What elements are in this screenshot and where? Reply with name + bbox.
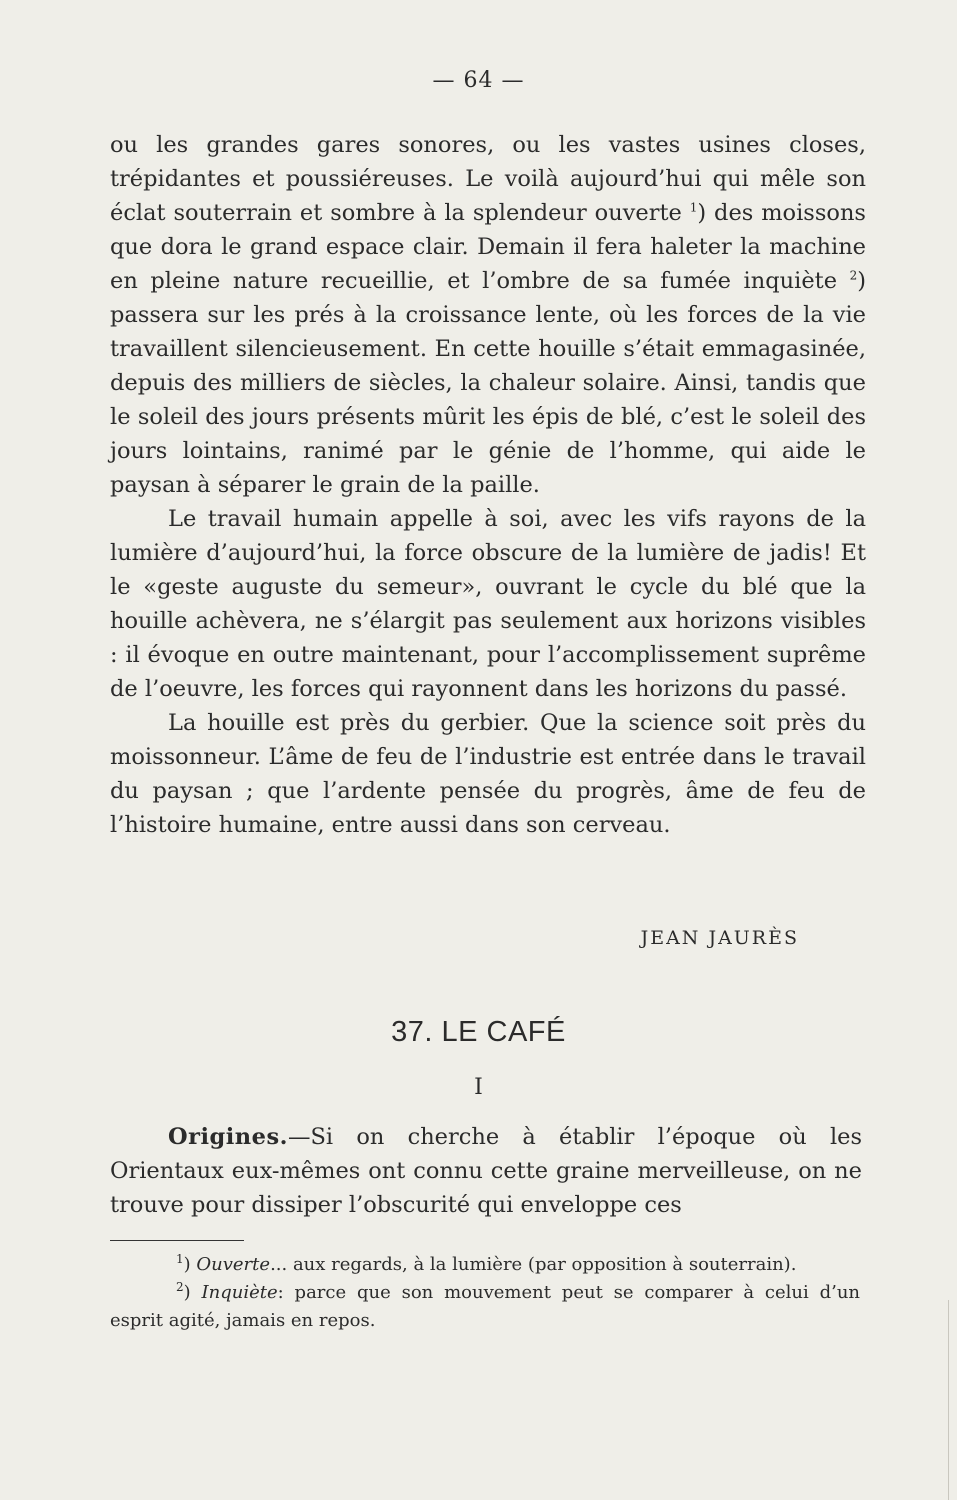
footnotes <box>110 1251 860 1335</box>
footnote-ref-1: 1 <box>689 200 698 215</box>
origines-label: Origines. <box>168 1124 288 1150</box>
passage-text <box>110 128 866 842</box>
paragraph-1-part-3: ) passera sur les prés à la croissance lente, où les forces de la vie travaillent silencieusement. En cette houille s’était emmagasinée, depuis des milliers de siècles, la chaleur solaire. Ainsi, tandis que le soleil des jours présents mûrit les épis de blé, c’est le soleil des jours lointains, ranimé par le génie de l’homme, qui aide le paysan à séparer le grain de la paille. <box>110 268 867 498</box>
section-paragraph <box>110 1120 862 1222</box>
paragraph-1 <box>110 128 866 502</box>
footnote-1-word: Ouverte <box>196 1254 271 1275</box>
subsection-number: I <box>474 1075 483 1100</box>
paragraph-3: La houille est près du gerbier. Que la science soit près du moissonneur. L’âme de feu de l’industrie est entrée dans le travail du paysan ; que l’ardente pensée du progrès, âme de feu de l’histoire humaine, entre aussi dans son cerveau. <box>110 710 866 838</box>
footnote-divider <box>110 1240 244 1241</box>
footnote-2-marker: 2 <box>176 1280 184 1294</box>
section-title: 37. LE CAFÉ <box>391 1016 566 1048</box>
footnote-2: $^2$) Inquiète: parce que son mouvement peut se comparer à celui d’un esprit agité, jamais en repos. <box>110 1280 861 1331</box>
paragraph-2: Le travail humain appelle à soi, avec les vifs rayons de la lumière d’aujourd’hui, la force obscure de la lumière de jadis! Et le «geste auguste du semeur», ouvrant le cycle du blé que la houille achèvera, ne s’élargit pas seulement aux horizons visibles : il évoque en outre maintenant, pour l’accomplissement suprême de l’oeuvre, les forces qui rayonnent dans les horizons du passé. <box>110 506 866 702</box>
paragraph-1-part-1: ou les grandes gares sonores, ou les vastes usines closes, trépidantes et poussiéreuses. Le voilà aujourd’hui qui mêle son éclat souterrain et sombre à la splendeur ouverte <box>110 132 866 226</box>
footnote-1: $^1$) Ouverte... aux regards, à la lumière (par opposition à souterrain). <box>176 1252 797 1275</box>
footnote-1-marker: 1 <box>176 1252 184 1266</box>
footnote-2-word: Inquiète <box>201 1282 278 1303</box>
paragraph-1-part-2: ) des moissons que dora le grand espace clair. Demain il fera haleter la machine en pleine nature recueillie, et l’ombre de sa fumée inquiète <box>110 200 866 294</box>
footnote-ref-2: 2 <box>849 268 858 283</box>
footnote-1-text: ... aux regards, à la lumière (par opposition à souterrain). <box>270 1254 797 1275</box>
page-number: — 64 — <box>432 68 525 93</box>
section-body <box>110 1120 862 1222</box>
page-edge <box>948 1300 957 1500</box>
author-signature: JEAN JAURÈS <box>640 927 799 949</box>
section-paragraph-text: —Si on cherche à établir l’époque où les Orientaux eux-mêmes ont connu cette graine merveilleuse, on ne trouve pour dissiper l’obscurité qui enveloppe ces <box>110 1124 862 1218</box>
footnote-2-text: : parce que son mouvement peut se comparer à celui d’un esprit agité, jamais en repos. <box>110 1282 861 1331</box>
